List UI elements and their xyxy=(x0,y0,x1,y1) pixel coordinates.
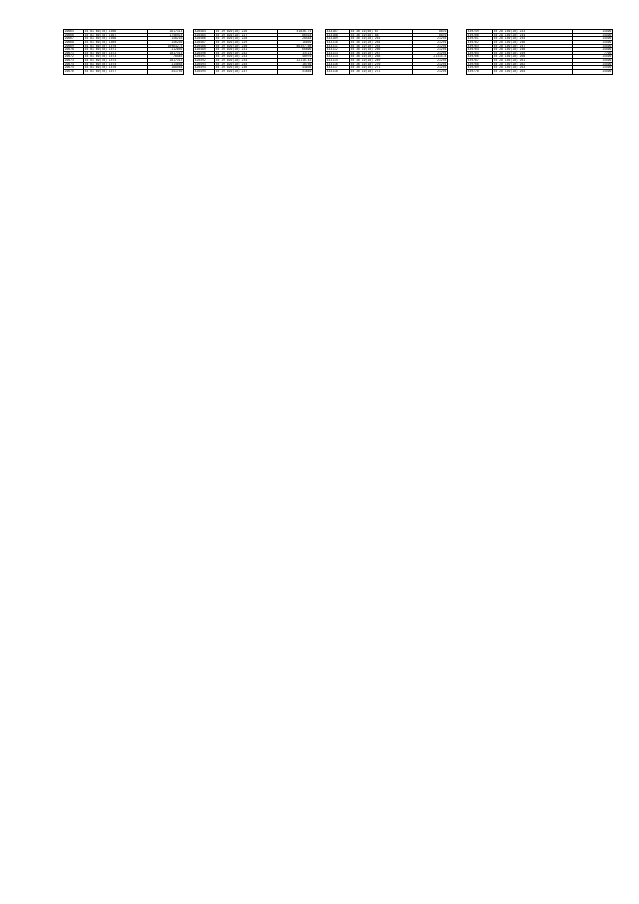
row-value: 70485 xyxy=(173,55,183,58)
row-value: 80357.66 xyxy=(296,44,312,48)
row-code: 55 19 020(10) 226 xyxy=(215,30,278,33)
row-id: 433111 xyxy=(326,45,350,48)
row-id: 20668 xyxy=(64,41,84,44)
row-code: 55 19 020(10) 233 xyxy=(215,55,278,58)
row-value: 156250 xyxy=(171,40,183,44)
row-value: 1817313 xyxy=(169,51,183,55)
row-value: 21294 xyxy=(437,44,447,48)
row-code: 55 01 60(70) 1573 xyxy=(84,55,148,58)
row-value: 15400 xyxy=(602,66,612,69)
row-value: 1817313 xyxy=(169,30,183,33)
row-value: 86418 xyxy=(302,33,312,37)
row-value: 16050 xyxy=(302,40,312,44)
row-code: 55 01 60(70) 1570 xyxy=(84,45,148,48)
row-value: 21294 xyxy=(437,59,447,62)
row-id: 426485 xyxy=(194,34,215,37)
table-block xyxy=(193,29,313,75)
row-code: 55 01 60(70) 1574 xyxy=(84,59,148,62)
row-id: 426488 xyxy=(194,45,215,48)
row-code: 55 28 150(10) 255 xyxy=(493,37,573,40)
row-code: 55 28 150(10) 264 xyxy=(493,70,573,74)
row-code: 55 19 020(10) 232 xyxy=(215,52,278,55)
row-id: 439763 xyxy=(467,45,493,48)
row-value: 21294 xyxy=(437,62,447,66)
row-code: 55 28 150(10) 256 xyxy=(493,41,573,44)
row-id: 426486 xyxy=(194,37,215,40)
table-row xyxy=(326,70,447,74)
row-id: 439762 xyxy=(467,41,493,44)
row-code: 55 19 020(10) 231 xyxy=(215,48,278,51)
row-value: 1817313 xyxy=(169,59,183,62)
row-value: 8870 xyxy=(438,30,447,33)
row-code: 55 28 150(10) 262 xyxy=(493,63,573,66)
row-id: 439768 xyxy=(467,63,493,66)
row-id: 439760 xyxy=(467,34,493,37)
row-value: 66800 xyxy=(302,48,312,51)
row-id: 426492 xyxy=(194,59,215,62)
row-id: 20671 xyxy=(64,52,84,55)
row-value: 40970 xyxy=(302,55,312,58)
row-value: 15400 xyxy=(602,30,612,33)
row-code: 55 36 10(10) 268 xyxy=(350,55,413,58)
row-code: 55 19 020(10) 237 xyxy=(215,70,278,74)
row-id: 433116 xyxy=(326,63,350,66)
row-code: 55 01 60(70) 1568 xyxy=(84,37,148,40)
row-value: 21294 xyxy=(437,37,447,40)
row-id: 433110 xyxy=(326,41,350,44)
row-value: 15400 xyxy=(602,59,612,62)
row-code: 55 19 020(10) 228 xyxy=(215,37,278,40)
row-id: 439770 xyxy=(467,70,493,74)
row-value: 13723 xyxy=(302,51,312,55)
row-id: 439767 xyxy=(467,59,493,62)
row-value: 16750 xyxy=(302,62,312,66)
row-value: 8870 xyxy=(438,33,447,37)
row-code: 55 36 10(10) 272 xyxy=(350,70,413,74)
row-id: 433117 xyxy=(326,66,350,69)
row-id: 433118 xyxy=(326,70,350,74)
row-code: 55 01 60(70) 1571 xyxy=(84,48,148,51)
row-id: 439759 xyxy=(467,30,493,33)
row-value: 15400 xyxy=(602,69,612,73)
row-code: 55 19 020(10) 235 xyxy=(215,63,278,66)
table-row xyxy=(64,70,183,74)
table-row xyxy=(467,70,612,74)
row-value: 21294 xyxy=(437,48,447,51)
row-code: 55 19 020(10) 229 xyxy=(215,41,278,44)
row-value: 1756923 xyxy=(169,33,183,37)
row-id: 426493 xyxy=(194,63,215,66)
row-value: 169842.5 xyxy=(167,44,183,48)
row-id: 20667 xyxy=(64,37,84,40)
row-code: 55 01 60(70) 1567 xyxy=(84,34,148,37)
row-id: 439761 xyxy=(467,37,493,40)
row-code: 55 01 60(70) 1572 xyxy=(84,52,148,55)
row-id: 433115 xyxy=(326,59,350,62)
row-code: 55 01 60(70) 1577 xyxy=(84,70,148,74)
row-id: 20676 xyxy=(64,70,84,74)
row-value: 114058 xyxy=(171,62,183,66)
row-id: 433109 xyxy=(326,37,350,40)
row-id: 20665 xyxy=(64,30,84,33)
row-id: 20670 xyxy=(64,48,84,51)
row-code: 55 28 150(10) 253 xyxy=(493,30,573,33)
row-value: 28448 xyxy=(302,37,312,40)
row-code: 55 36 10(10) 267 xyxy=(350,52,413,55)
row-value: 21294 xyxy=(437,69,447,73)
row-code: 55 36 10(40) 88 xyxy=(350,34,413,37)
row-id: 439765 xyxy=(467,52,493,55)
row-code: 55 36 10(10) 265 xyxy=(350,45,413,48)
row-value: 44036 xyxy=(302,66,312,69)
row-code: 55 28 150(10) 260 xyxy=(493,55,573,58)
row-value: 21315.8 xyxy=(433,55,447,58)
row-id: 20672 xyxy=(64,55,84,58)
row-id: 426494 xyxy=(194,66,215,69)
row-id: 433108 xyxy=(326,34,350,37)
row-code: 55 19 020(10) 236 xyxy=(215,66,278,69)
row-value: 15400 xyxy=(602,48,612,51)
row-value: 15400 xyxy=(602,37,612,40)
row-code: 55 36 10(40) 87 xyxy=(350,30,413,33)
row-code: 55 28 150(10) 261 xyxy=(493,59,573,62)
row-id: 20669 xyxy=(64,45,84,48)
table-row xyxy=(194,70,312,74)
table-block xyxy=(63,29,184,75)
row-id: 20673 xyxy=(64,59,84,62)
row-value: 341750 xyxy=(171,69,183,73)
row-id: 426489 xyxy=(194,48,215,51)
row-value: 15400 xyxy=(602,44,612,48)
row-id: 426490 xyxy=(194,52,215,55)
row-code: 55 36 10(10) 264 xyxy=(350,41,413,44)
row-value: 21294 xyxy=(437,51,447,55)
row-value: 15400 xyxy=(602,40,612,44)
row-value: 51036.75 xyxy=(296,30,312,33)
row-value: 188564 xyxy=(171,66,183,69)
row-value: 15400 xyxy=(602,33,612,37)
row-code: 55 01 60(70) 1576 xyxy=(84,66,148,69)
row-value: 21294 xyxy=(437,66,447,69)
row-code: 55 19 020(10) 230 xyxy=(215,45,278,48)
row-code: 55 28 150(10) 258 xyxy=(493,48,573,51)
row-value: 15400 xyxy=(602,55,612,58)
row-value: 112050 xyxy=(171,48,183,51)
row-code: 55 28 150(10) 257 xyxy=(493,45,573,48)
row-code: 55 19 020(10) 234 xyxy=(215,59,278,62)
row-code: 55 01 60(70) 1566 xyxy=(84,30,148,33)
row-id: 20666 xyxy=(64,34,84,37)
table-block xyxy=(325,29,448,75)
row-id: 439766 xyxy=(467,55,493,58)
row-value: 51640 xyxy=(302,69,312,73)
row-id: 20675 xyxy=(64,66,84,69)
row-code: 55 01 60(70) 1569 xyxy=(84,41,148,44)
row-code: 55 28 150(10) 254 xyxy=(493,34,573,37)
row-id: 433114 xyxy=(326,55,350,58)
row-code: 55 28 150(10) 263 xyxy=(493,66,573,69)
row-id: 426495 xyxy=(194,70,215,74)
row-id: 426491 xyxy=(194,55,215,58)
row-value: 32116.43 xyxy=(296,59,312,62)
row-code: 55 36 10(10) 263 xyxy=(350,37,413,40)
table-block xyxy=(466,29,613,75)
row-id: 433112 xyxy=(326,48,350,51)
row-id: 426484 xyxy=(194,30,215,33)
row-id: 20674 xyxy=(64,63,84,66)
row-id: 433107 xyxy=(326,30,350,33)
row-id: 439769 xyxy=(467,66,493,69)
row-value: 158216 xyxy=(171,37,183,40)
row-code: 55 28 150(10) 259 xyxy=(493,52,573,55)
row-id: 426487 xyxy=(194,41,215,44)
row-code: 55 01 60(70) 1575 xyxy=(84,63,148,66)
row-value: 21294 xyxy=(437,40,447,44)
row-id: 433113 xyxy=(326,52,350,55)
row-value: 7700 xyxy=(603,51,612,55)
row-code: 55 36 10(10) 266 xyxy=(350,48,413,51)
row-value: 15400 xyxy=(602,62,612,66)
row-code: 55 36 10(10) 271 xyxy=(350,66,413,69)
row-id: 439764 xyxy=(467,48,493,51)
row-code: 55 36 10(10) 270 xyxy=(350,63,413,66)
row-code: 55 36 10(10) 269 xyxy=(350,59,413,62)
row-code: 55 19 020(10) 227 xyxy=(215,34,278,37)
